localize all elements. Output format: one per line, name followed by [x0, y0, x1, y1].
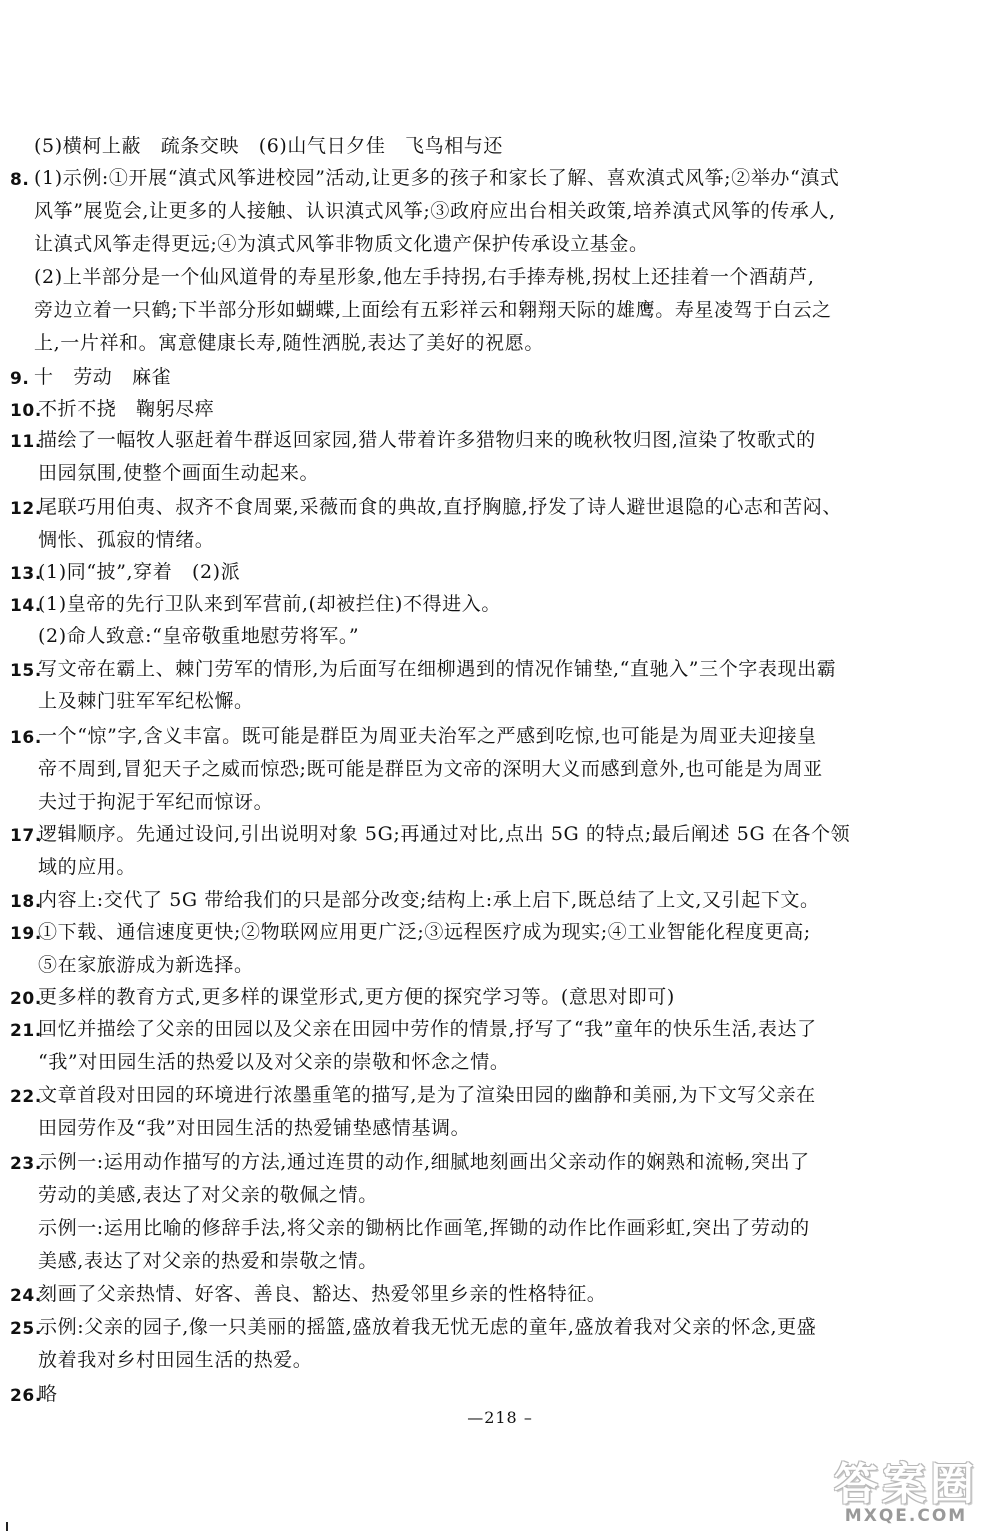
- q23-line-3: 示例一:运用比喻的修辞手法,将父亲的锄柄比作画笔,挥锄的动作比作画彩虹,突出了劳动的: [38, 1217, 810, 1239]
- q21-number: 21.: [10, 1021, 42, 1041]
- q17-line-2: 域的应用。: [38, 856, 137, 878]
- q17-line-1: 逻辑顺序。先通过设问,引出说明对象 5G;再通过对比,点出 5G 的特点;最后阐述 5G 在各个领: [38, 823, 851, 845]
- q25-line-2: 放着我对乡村田园生活的热爱。: [38, 1349, 313, 1371]
- q24-line-1: 刻画了父亲热情、好客、善良、豁达、热爱邻里乡亲的性格特征。: [38, 1283, 607, 1305]
- q25-number: 25.: [10, 1319, 42, 1339]
- q21-line-2: “我”对田园生活的热爱以及对父亲的崇敬和怀念之情。: [38, 1051, 510, 1073]
- q14-number: 14.: [10, 596, 42, 616]
- q15-line-2: 上及棘门驻军军纪松懈。: [38, 690, 254, 712]
- q11-number: 11.: [10, 432, 42, 452]
- q24-number: 24.: [10, 1286, 42, 1306]
- q22-number: 22.: [10, 1087, 42, 1107]
- q16-line-3: 夫过于拘泥于军纪而惊讶。: [38, 791, 274, 813]
- q12-line-1: 尾联巧用伯夷、叔齐不食周粟,采薇而食的典故,直抒胸臆,抒发了诗人避世退隐的心志和苦闷、: [38, 496, 842, 518]
- q8-line-3: 让滇式风筝走得更远;④为滇式风筝非物质文化遗产保护传承设立基金。: [34, 233, 649, 255]
- q23-line-2: 劳动的美感,表达了对父亲的敬佩之情。: [38, 1184, 378, 1206]
- q12-number: 12.: [10, 499, 42, 519]
- q9-line-1: 十 劳动 麻雀: [34, 366, 172, 388]
- q17-number: 17.: [10, 826, 42, 846]
- q8-number: 8.: [10, 170, 30, 190]
- q19-number: 19.: [10, 924, 42, 944]
- q12-line-2: 惆怅、孤寂的情绪。: [38, 529, 215, 551]
- q23-line-1: 示例一:运用动作描写的方法,通过连贯的动作,细腻地刻画出父亲动作的娴熟和流畅,突出了: [38, 1151, 810, 1173]
- q19-line-1: ①下载、通信速度更快;②物联网应用更广泛;③远程医疗成为现实;④工业智能化程度更高;: [38, 921, 811, 943]
- q23-number: 23.: [10, 1154, 42, 1174]
- q16-line-1: 一个“惊”字,含义丰富。既可能是群臣为周亚夫治军之严感到吃惊,也可能是为周亚夫迎接皇: [38, 725, 817, 747]
- q20-line-1: 更多样的教育方式,更多样的课堂形式,更方便的探究学习等。(意思对即可): [38, 986, 675, 1008]
- q23-line-4: 美感,表达了对父亲的热爱和崇敬之情。: [38, 1250, 378, 1272]
- scan-edge-mark: [6, 1522, 8, 1531]
- q19-line-2: ⑤在家旅游成为新选择。: [38, 954, 254, 976]
- q18-line-1: 内容上:交代了 5G 带给我们的只是部分改变;结构上:承上启下,既总结了上文,又引起下文。: [38, 889, 820, 911]
- page-number: —218 –: [467, 1408, 533, 1427]
- q8-line-6: 上,一片祥和。寓意健康长寿,随性洒脱,表达了美好的祝愿。: [34, 332, 544, 354]
- q14-line-2: (2)命人致意:“皇帝敬重地慰劳将军。”: [38, 625, 360, 647]
- q15-line-1: 写文帝在霸上、棘门劳军的情形,为后面写在细柳遇到的情况作铺垫,“直驰入”三个字表现出霸: [38, 658, 837, 680]
- watermark-url: MXQE.COM: [844, 1506, 968, 1526]
- q26-number: 26.: [10, 1386, 42, 1406]
- q26-line-1: 略: [38, 1383, 58, 1405]
- watermark-logo: [826, 1459, 986, 1528]
- q14-line-1: (1)皇帝的先行卫队来到军营前,(却被拦住)不得进入。: [38, 593, 501, 615]
- q10-number: 10.: [10, 401, 42, 421]
- q15-number: 15.: [10, 661, 42, 681]
- watermark-title: 答案圈: [834, 1459, 978, 1510]
- q16-number: 16.: [10, 728, 42, 748]
- q11-line-1: 描绘了一幅牧人驱赶着牛群返回家园,猎人带着许多猎物归来的晚秋牧归图,渲染了牧歌式的: [38, 429, 816, 451]
- q22-line-2: 田园劳作及“我”对田园生活的热爱铺垫感情基调。: [38, 1117, 471, 1139]
- answer-q7-5-6: (5)横柯上蔽 疏条交映 (6)山气日夕佳 飞鸟相与还: [34, 135, 504, 157]
- q11-line-2: 田园氛围,使整个画面生动起来。: [38, 462, 320, 484]
- q22-line-1: 文章首段对田园的环境进行浓墨重笔的描写,是为了渲染田园的幽静和美丽,为下文写父亲在: [38, 1084, 816, 1106]
- q25-line-1: 示例:父亲的园子,像一只美丽的摇篮,盛放着我无忧无虑的童年,盛放着我对父亲的怀念,更盛: [38, 1316, 817, 1338]
- q8-line-5: 旁边立着一只鹤;下半部分形如蝴蝶,上面绘有五彩祥云和翱翔天际的雄鹰。寿星凌驾于白云之: [34, 299, 832, 321]
- q8-line-4: (2)上半部分是一个仙风道骨的寿星形象,他左手持拐,右手捧寿桃,拐杖上还挂着一个酒葫芦,: [34, 266, 815, 288]
- q16-line-2: 帝不周到,冒犯天子之威而惊恐;既可能是群臣为文帝的深明大义而感到意外,也可能是为周亚: [38, 758, 823, 780]
- q13-line-1: (1)同“披”,穿着 (2)派: [38, 561, 241, 583]
- q10-line-1: 不折不挠 鞠躬尽瘁: [38, 398, 215, 420]
- q18-number: 18.: [10, 892, 42, 912]
- q21-line-1: 回忆并描绘了父亲的田园以及父亲在田园中劳作的情景,抒写了“我”童年的快乐生活,表达了: [38, 1018, 817, 1040]
- q9-number: 9.: [10, 369, 30, 389]
- q13-number: 13.: [10, 564, 42, 584]
- q8-line-1: (1)示例:①开展“滇式风筝进校园”活动,让更多的孩子和家长了解、喜欢滇式风筝;②举办“滇式: [34, 167, 840, 189]
- q8-line-2: 风筝”展览会,让更多的人接触、认识滇式风筝;③政府应出台相关政策,培养滇式风筝的传承人,: [34, 200, 836, 222]
- q20-number: 20.: [10, 989, 42, 1009]
